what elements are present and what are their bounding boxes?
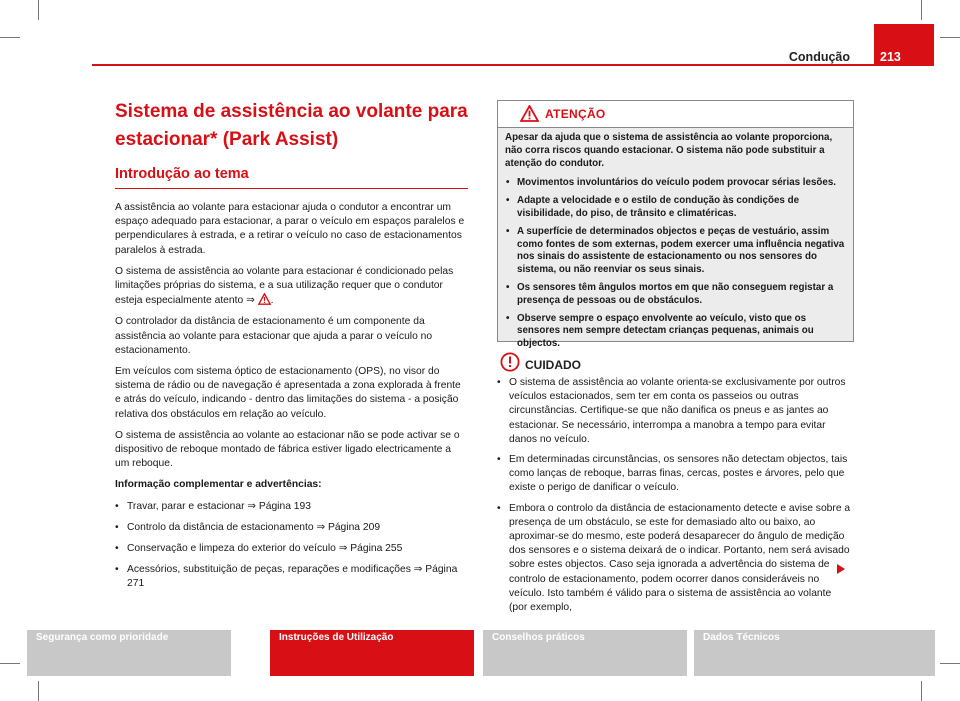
crop-mark <box>921 681 922 701</box>
tab-label: Instruções de Utilização <box>279 632 394 643</box>
crop-mark <box>940 663 960 664</box>
reference-list <box>115 500 468 592</box>
section-title: Sistema de assistência ao volante para estacionar* (Park Assist) <box>115 101 468 150</box>
warning-list <box>505 177 846 351</box>
paragraph-end: . <box>270 295 274 307</box>
page-number: 213 <box>880 50 901 64</box>
reference-link[interactable]: • Travar, parar e estacionar ⇒ Página 193 <box>115 500 468 514</box>
section-subtitle: Introdução ao tema <box>115 166 249 182</box>
crop-mark <box>940 37 960 38</box>
warning-box <box>497 100 854 350</box>
tab-label: Conselhos práticos <box>492 632 585 643</box>
paragraph: A assistência ao volante para estacionar ajuda o condutor a encontrar um espaço adequado para estacionar, a parar o veículo em espaços paralelos e perpendiculares à estrada, e a retirar o veículo no caso de estacionamentos paralelos à estrada. <box>115 202 465 256</box>
tab-label: Segurança como prioridade <box>36 632 169 643</box>
warning-item: • Movimentos involuntários do veículo podem provocar sérias lesões. <box>505 177 846 190</box>
crop-mark <box>921 0 922 20</box>
reference-link[interactable]: • Acessórios, substituição de peças, reparações e modificações ⇒ Página 271 <box>115 563 468 591</box>
caution-item: • O sistema de assistência ao volante orienta-se exclusivamente por outros veículos estacionados, sem ter em conta os passeios ou outras circunstâncias. Certifique-se que não danifica os pneus e as jantes ao estacionar. Se necessário, interrompa a manobra a tempo para evitar danos no veículo. <box>497 376 852 447</box>
paragraph <box>115 265 468 309</box>
crop-mark <box>0 37 20 38</box>
tab-dados[interactable] <box>694 630 935 676</box>
reference-link[interactable]: • Conservação e limpeza do exterior do veículo ⇒ Página 255 <box>115 542 468 556</box>
reference-link[interactable]: • Controlo da distância de estacionamento ⇒ Página 209 <box>115 521 468 535</box>
warning-triangle-icon <box>520 105 539 122</box>
crop-mark <box>38 681 39 701</box>
tab-conselhos[interactable] <box>483 630 687 676</box>
paragraph: O sistema de assistência ao volante ao estacionar não se pode activar se o dispositivo de reboque montado de fábrica estiver ligado electricamente a um reboque. <box>115 429 460 470</box>
caution-icon <box>500 352 520 372</box>
info-heading: Informação complementar e advertências: <box>115 479 322 491</box>
warning-intro: Apesar da ajuda que o sistema de assistência ao volante proporciona, não corra riscos quando estacionar. O sistema não pode substituir a atenção do condutor. <box>505 132 833 169</box>
paragraph-text: O sistema de assistência ao volante para estacionar é condicionado pelas limitações próprias do sistema, e a sua utilização requer que o condutor esteja especialmente atento ⇒ <box>115 265 454 307</box>
tab-label: Dados Técnicos <box>703 632 780 643</box>
caution-header <box>497 352 852 376</box>
warning-item: • Os sensores têm ângulos mortos em que não conseguem registar a presença de pessoas ou de obstáculos. <box>505 282 846 308</box>
caution-list <box>497 376 852 615</box>
warning-item: • Observe sempre o espaço envolvente ao veículo, visto que os sensores nem sempre detectam crianças pequenas, animais ou objectos. <box>505 313 846 351</box>
caution-title: CUIDADO <box>525 358 581 372</box>
tab-instrucoes[interactable] <box>270 630 474 676</box>
left-column <box>115 98 468 599</box>
warning-header <box>498 101 853 128</box>
chapter-title: Condução <box>788 50 850 64</box>
warning-body <box>498 128 853 350</box>
paragraph: Em veículos com sistema óptico de estacionamento (OPS), no visor do sistema de rádio ou de navegação é apresentada a zona explorada à frente e atrás do veículo, indicando - dentro das limitações do sistema - a posição relativa dos obstáculos em relação ao veículo. <box>115 366 461 420</box>
warning-triangle-icon[interactable] <box>258 293 271 305</box>
paragraph: O controlador da distância de estacionamento é um componente da assistência ao volante para estacionar que ajuda a parar o veículo no estacionamento. <box>115 316 433 356</box>
warning-title: ATENÇÃO <box>545 107 606 121</box>
warning-item: • A superfície de determinados objectos e peças de vestuário, assim como fontes de som externas, podem exercer uma influência negativa nos sinais do assistente de estacionamento ou nos sensores do sistema, ou não reenviar os seus sinais. <box>505 226 846 277</box>
footer-nav <box>27 630 935 676</box>
caution-item: • Embora o controlo da distância de estacionamento detecte e avise sobre a presença de um obstáculo, se este for demasiado alto ou baixo, ao aproximar-se do mesmo, este poderá desaparecer do ângulo de medição dos sensores e o sistema deixará de o indicar. Portanto, nem será avisado sobre estes objectos. Caso seja ignorada a advertência do sistema de controlo de estacionamento, podem ocorrer danos consideráveis no veículo. Isto também é válido para o sistema de assistência ao volante (por exemplo, <box>497 502 852 616</box>
caution-section <box>497 352 852 621</box>
warning-item: • Adapte a velocidade e o estilo de condução às condições de visibilidade, do piso, de trânsito e climatéricas. <box>505 195 846 221</box>
caution-item: • Em determinadas circunstâncias, os sensores não detectam objectos, tais como lanças de reboque, barras finas, cercas, postes e árvores, pelo que existe o perigo de danificar o veículo. <box>497 453 852 496</box>
subtitle-rule <box>115 188 468 189</box>
tab-seguranca[interactable] <box>27 630 231 676</box>
crop-mark <box>0 663 20 664</box>
crop-mark <box>38 0 39 20</box>
continue-arrow-icon[interactable] <box>837 564 845 574</box>
header-rule <box>92 64 874 66</box>
